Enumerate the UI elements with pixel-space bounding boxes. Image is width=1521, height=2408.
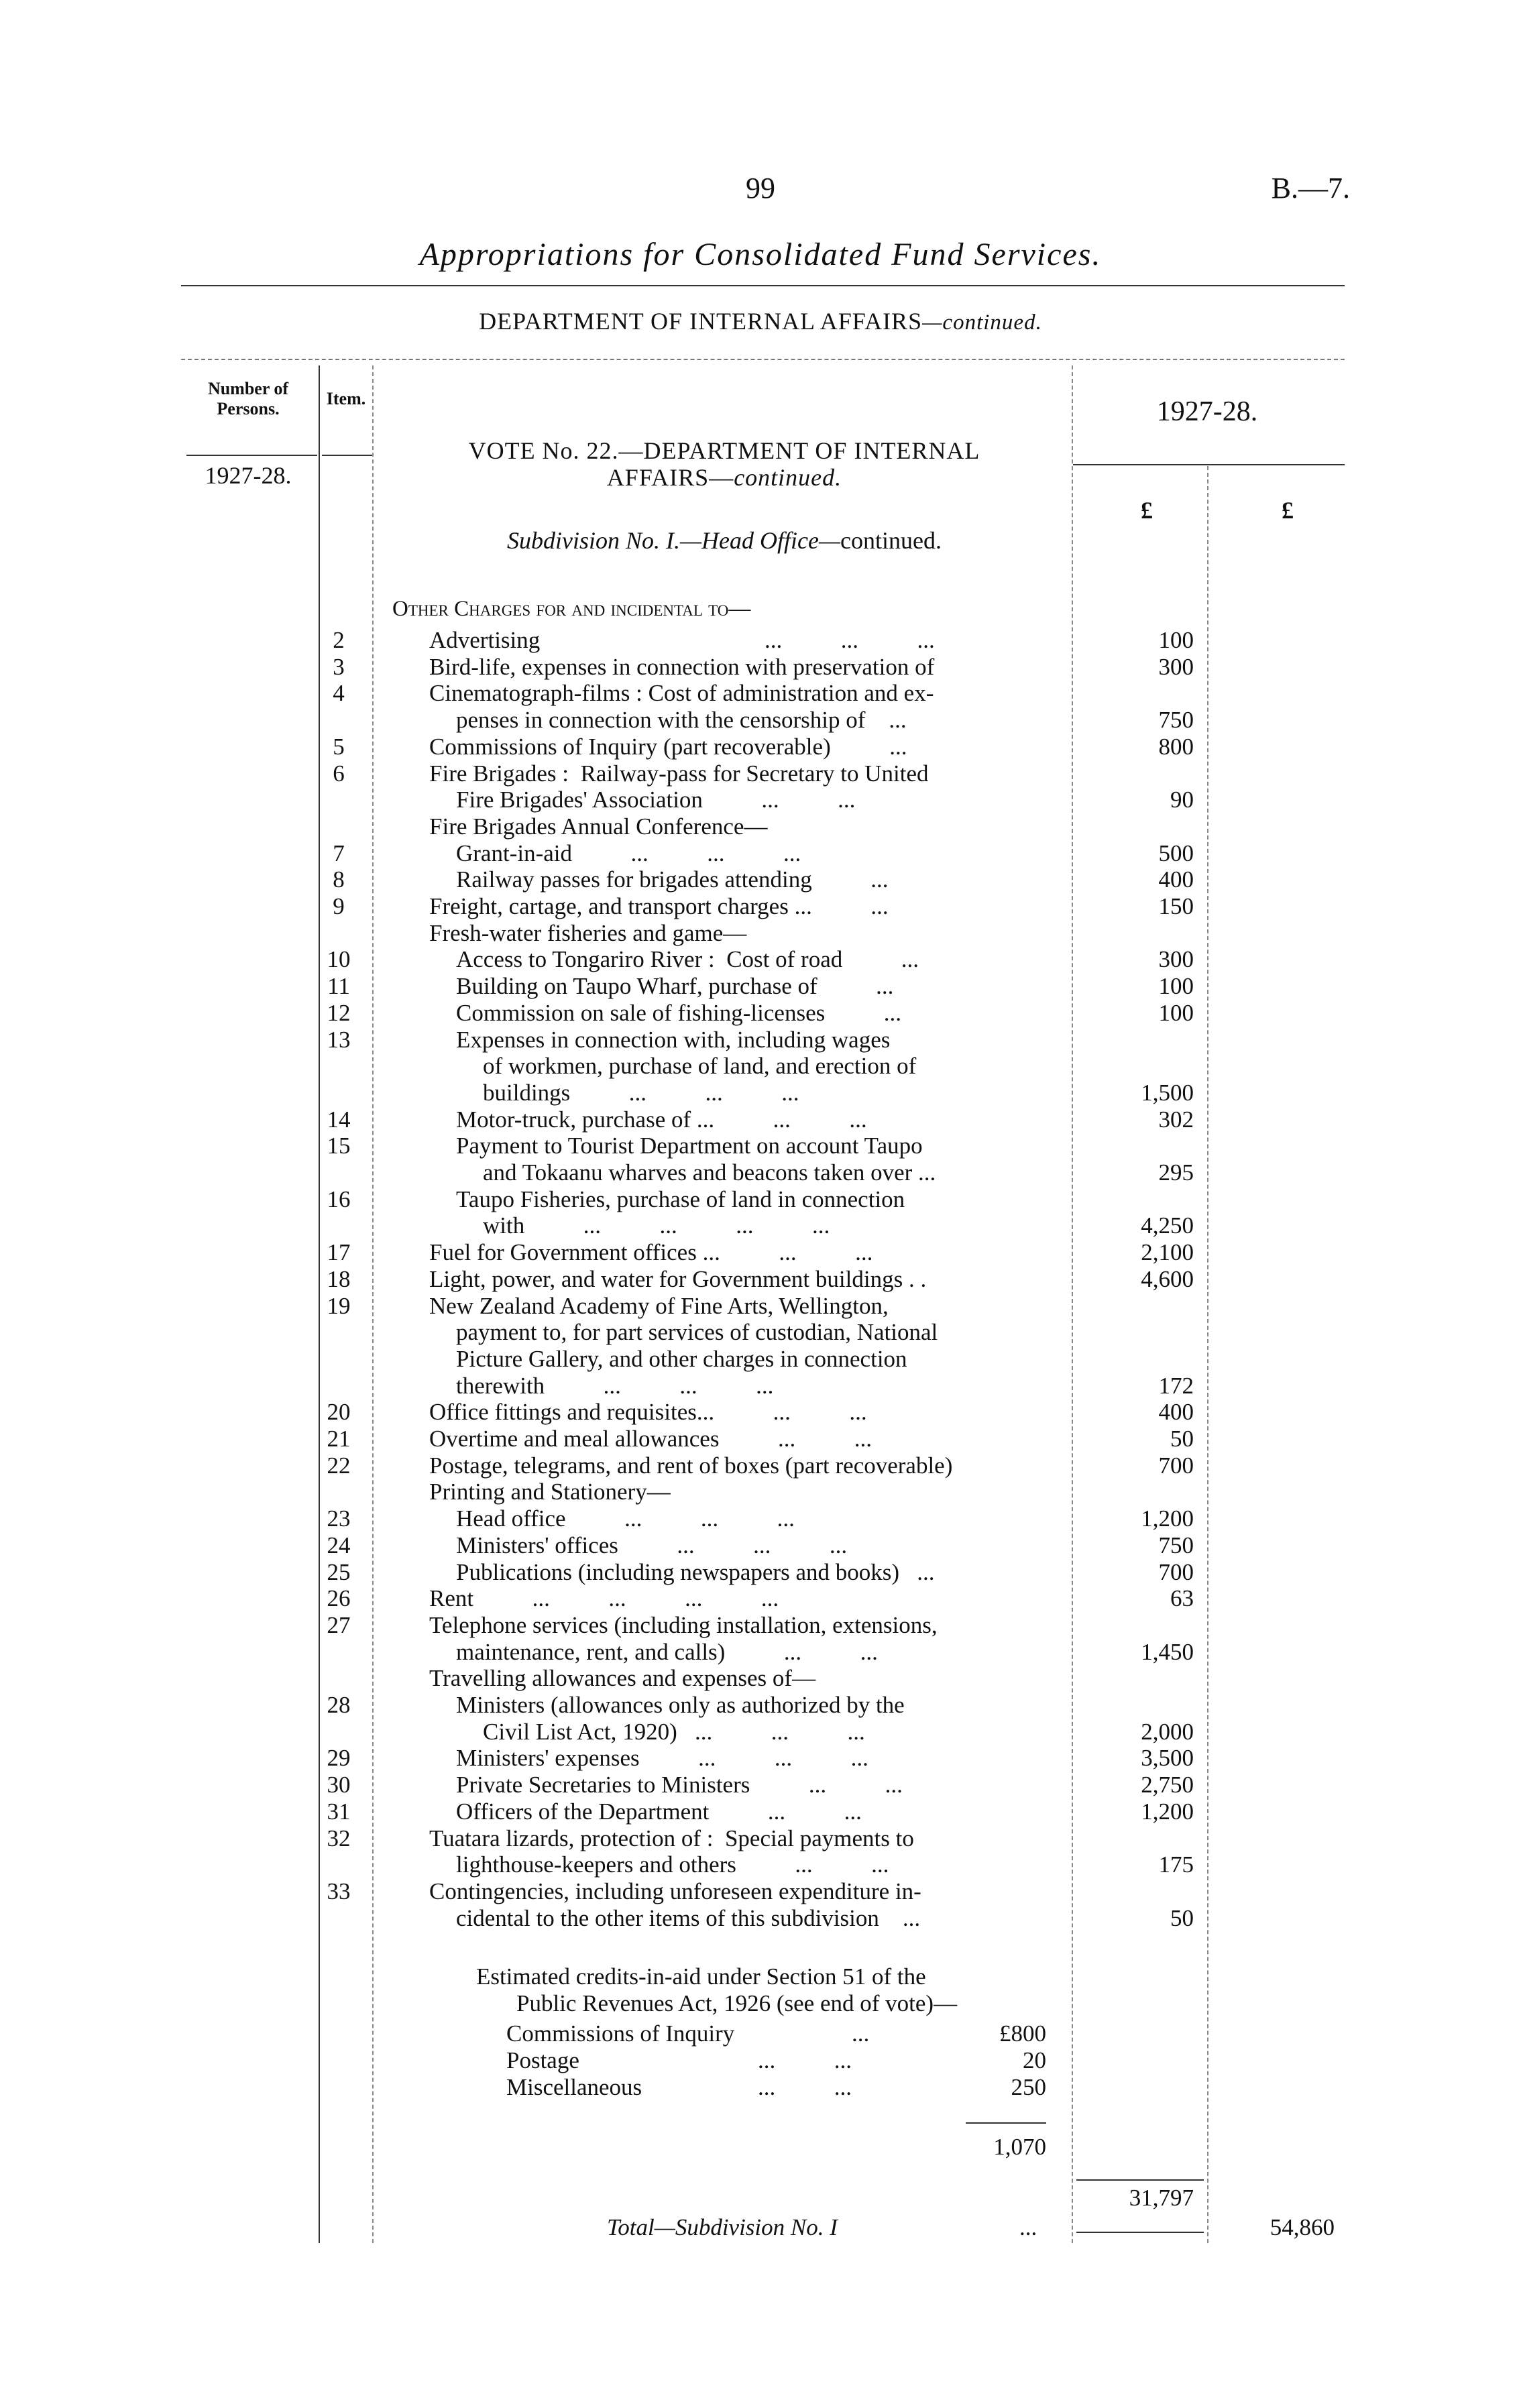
item-description: penses in connection with the censorship of ... (456, 707, 907, 734)
item-description: Commissions of Inquiry (part recoverable) ... (429, 733, 907, 760)
credit-label: Commissions of Inquiry (506, 2020, 735, 2047)
item-amount: 400 (1158, 1399, 1194, 1426)
item-number: 5 (333, 733, 345, 760)
item-description: Contingencies, including unforeseen expenditure in- (429, 1878, 921, 1904)
item-description: Cinematograph-films : Cost of administration and ex- (429, 680, 934, 707)
persons-header-rule (186, 455, 317, 456)
item-amount: 700 (1158, 1558, 1194, 1585)
column-total-rule (1076, 2179, 1204, 2181)
item-amount: 2,000 (1141, 1718, 1194, 1745)
item-header-rule (322, 455, 372, 456)
table-row (0, 1851, 1521, 1878)
credit-row (0, 2020, 1521, 2047)
item-description: Freight, cartage, and transport charges ... ... (429, 893, 889, 919)
item-description: Taupo Fisheries, purchase of land in connection (456, 1186, 905, 1212)
table-top-rule (181, 359, 1345, 360)
credit-leader-dots: ... ... (758, 2047, 852, 2073)
item-description: Ministers' expenses ... ... ... (456, 1745, 868, 1772)
item-description: Fire Brigades : Railway-pass for Secretary to United (429, 760, 929, 787)
item-number: 28 (327, 1692, 351, 1718)
item-description: Railway passes for brigades attending ... (456, 866, 889, 893)
subdivision-total-label: Total—Subdivision No. I (607, 2214, 838, 2240)
item-amount: 302 (1158, 1106, 1194, 1133)
item-number: 16 (327, 1186, 351, 1212)
item-amount: 150 (1158, 893, 1194, 919)
item-amount: 100 (1158, 627, 1194, 653)
item-amount: 1,500 (1141, 1079, 1194, 1106)
table-row (0, 760, 1521, 787)
item-number: 26 (327, 1585, 351, 1612)
credit-value: 250 (1011, 2074, 1046, 2100)
table-row (0, 1293, 1521, 1320)
vote-title-continued: continued. (734, 464, 842, 491)
item-amount: 750 (1158, 1532, 1194, 1558)
table-row (0, 1692, 1521, 1719)
item-number: 32 (327, 1825, 351, 1851)
item-amount: 400 (1158, 866, 1194, 893)
leader-dots: ... ... ... (765, 627, 935, 653)
department-continued: —continued. (922, 310, 1042, 335)
item-number: 25 (327, 1558, 351, 1585)
item-number: 8 (333, 866, 345, 893)
item-number: 20 (327, 1399, 351, 1426)
item-amount: 175 (1158, 1851, 1194, 1878)
table-row (0, 973, 1521, 1000)
credit-label: Miscellaneous (506, 2074, 642, 2100)
item-description: Building on Taupo Wharf, purchase of ... (456, 973, 894, 1000)
table-row (0, 1505, 1521, 1532)
item-number: 10 (327, 946, 351, 973)
item-amount: 4,600 (1141, 1265, 1194, 1292)
item-amount: 1,200 (1141, 1798, 1194, 1825)
table-row (0, 1027, 1521, 1053)
item-number: 7 (333, 840, 345, 866)
table-row (0, 787, 1521, 813)
item-amount: 500 (1158, 840, 1194, 866)
table-row (0, 1532, 1521, 1559)
table-row (0, 1719, 1521, 1745)
item-description: Fuel for Government offices ... ... ... (429, 1239, 873, 1266)
item-amount: 100 (1158, 999, 1194, 1026)
item-description: Fire Brigades' Association ... ... (456, 787, 856, 813)
vote-title (389, 437, 1060, 491)
table-row (0, 1825, 1521, 1852)
item-description: Ministers' offices ... ... ... (456, 1532, 848, 1558)
table-row (0, 1745, 1521, 1772)
table-row (0, 1159, 1521, 1186)
table-row (0, 1053, 1521, 1080)
item-amount: 700 (1158, 1452, 1194, 1479)
item-description: Office fittings and requisites... ... ... (429, 1399, 867, 1426)
page-number: 99 (746, 172, 775, 205)
subdivision-title: Subdivision No. I.—Head Office— (507, 527, 840, 554)
item-amount: 100 (1158, 973, 1194, 1000)
table-row (0, 1399, 1521, 1426)
item-amount: 300 (1158, 653, 1194, 680)
item-amount: 2,750 (1141, 1772, 1194, 1798)
table-row (0, 1239, 1521, 1266)
credits-heading (476, 1963, 957, 2017)
item-number: 31 (327, 1798, 351, 1825)
item-description: Expenses in connection with, including wages (456, 1026, 891, 1053)
credit-value: £800 (999, 2020, 1046, 2047)
item-description: Printing and Stationery— (429, 1479, 671, 1505)
item-amount: 90 (1170, 787, 1194, 813)
table-row (0, 1373, 1521, 1399)
credits-heading-line1: Estimated credits-in-aid under Section 51 of the (476, 1963, 926, 1990)
table-row (0, 1133, 1521, 1159)
item-description: Picture Gallery, and other charges in connection (456, 1345, 907, 1372)
item-description: cidental to the other items of this subdivision ... (456, 1904, 921, 1931)
item-description: therewith ... ... ... (456, 1372, 774, 1399)
item-amount: 300 (1158, 946, 1194, 973)
running-title: Appropriations for Consolidated Fund Services. (419, 237, 1102, 272)
table-row (0, 946, 1521, 973)
item-number: 33 (327, 1878, 351, 1904)
item-number: 13 (327, 1026, 351, 1053)
column-total-underline (1076, 2232, 1204, 2233)
vote-title-affairs: AFFAIRS— (606, 464, 734, 491)
item-description: Commission on sale of fishing-licenses ... (456, 999, 901, 1026)
title-rule (181, 285, 1345, 286)
table-row (0, 1319, 1521, 1346)
item-amount: 172 (1158, 1372, 1194, 1399)
item-number: 3 (333, 653, 345, 680)
item-amount: 1,450 (1141, 1638, 1194, 1665)
credits-total: 1,070 (993, 2134, 1046, 2160)
table-row (0, 1346, 1521, 1373)
item-amount: 1,200 (1141, 1505, 1194, 1532)
item-amount: 750 (1158, 707, 1194, 734)
persons-column-header: Number of Persons. (207, 379, 289, 418)
item-number: 12 (327, 999, 351, 1026)
table-row (0, 1878, 1521, 1905)
table-row (0, 707, 1521, 734)
item-number: 30 (327, 1772, 351, 1798)
item-description: with ... ... ... ... (483, 1212, 830, 1239)
grand-total: 54,860 (1270, 2214, 1335, 2240)
item-description: Telephone services (including installation, extensions, (429, 1611, 938, 1638)
section-heading: Other Charges for and incidental to— (392, 597, 751, 621)
item-description: payment to, for part services of custodian, National (456, 1319, 938, 1346)
item-number: 23 (327, 1505, 351, 1532)
credits-heading-line2: Public Revenues Act, 1926 (see end of vote)— (516, 1990, 958, 2016)
table-row (0, 1479, 1521, 1505)
table-row (0, 1212, 1521, 1239)
table-row (0, 1585, 1521, 1612)
pound-sign-1: £ (1141, 497, 1153, 524)
item-number: 15 (327, 1133, 351, 1159)
item-number: 11 (327, 973, 350, 1000)
item-description: lighthouse-keepers and others ... ... (456, 1851, 889, 1878)
table-row (0, 1426, 1521, 1452)
item-description: Travelling allowances and expenses of— (429, 1665, 816, 1692)
subdivision-total-dots: ... (1019, 2214, 1037, 2240)
subdivision-continued: continued. (840, 527, 942, 554)
document-reference: B.—7. (1271, 172, 1350, 205)
item-number: 21 (327, 1426, 351, 1452)
table-row (0, 1452, 1521, 1479)
persons-year: 1927-28. (205, 462, 292, 489)
table-row (0, 1798, 1521, 1825)
table-row (0, 1772, 1521, 1798)
item-description: Light, power, and water for Government buildings . . (429, 1265, 927, 1292)
item-description: Head office ... ... ... (456, 1505, 795, 1532)
credit-label: Postage (506, 2047, 579, 2073)
table-row (0, 1639, 1521, 1666)
vote-title-line1: VOTE No. 22.—DEPARTMENT OF INTERNAL (468, 437, 980, 464)
table-row (0, 1266, 1521, 1293)
pound-sign-2: £ (1282, 497, 1294, 524)
item-description: Motor-truck, purchase of ... ... ... (456, 1106, 867, 1133)
credits-total-rule (966, 2122, 1046, 2124)
item-description: Grant-in-aid ... ... ... (456, 840, 801, 866)
item-description: Officers of the Department ... ... (456, 1798, 862, 1825)
table-row (0, 1612, 1521, 1639)
item-number: 24 (327, 1532, 351, 1558)
item-description: Overtime and meal allowances ... ... (429, 1426, 872, 1452)
item-number: 2 (333, 627, 345, 653)
item-number: 14 (327, 1106, 351, 1133)
item-number: 22 (327, 1452, 351, 1479)
item-description: Ministers (allowances only as authorized by the (456, 1692, 905, 1718)
table-row (0, 654, 1521, 681)
item-number: 18 (327, 1265, 351, 1292)
item-description: and Tokaanu wharves and beacons taken over ... (483, 1159, 936, 1186)
item-description: maintenance, rent, and calls) ... ... (456, 1638, 878, 1665)
item-description: Postage, telegrams, and rent of boxes (part recoverable) (429, 1452, 953, 1479)
table-row (0, 1665, 1521, 1692)
item-amount: 50 (1170, 1904, 1194, 1931)
item-description: Rent ... ... ... ... (429, 1585, 779, 1612)
item-number: 27 (327, 1611, 351, 1638)
table-row (0, 1080, 1521, 1106)
credit-row (0, 2074, 1521, 2101)
item-number: 6 (333, 760, 345, 787)
department-name: DEPARTMENT OF INTERNAL AFFAIRS (479, 308, 923, 335)
credit-leader-dots: ... ... (758, 2074, 852, 2100)
item-description: buildings ... ... ... (483, 1079, 799, 1106)
item-amount: 50 (1170, 1426, 1194, 1452)
table-row (0, 866, 1521, 893)
table-row (0, 734, 1521, 760)
item-description: Private Secretaries to Ministers ... ... (456, 1772, 903, 1798)
item-description: New Zealand Academy of Fine Arts, Wellington, (429, 1292, 889, 1319)
table-row (0, 1559, 1521, 1586)
credit-leader-dots: ... (852, 2020, 870, 2047)
table-row (0, 680, 1521, 707)
item-number: 19 (327, 1292, 351, 1319)
item-description: Civil List Act, 1920) ... ... ... (483, 1718, 865, 1745)
item-description: Fire Brigades Annual Conference— (429, 813, 768, 840)
item-description: Access to Tongariro River : Cost of road ... (456, 946, 919, 973)
item-description: Tuatara lizards, protection of : Special payments to (429, 1825, 914, 1851)
table-row (0, 920, 1521, 947)
item-description: Fresh-water fisheries and game— (429, 919, 747, 946)
item-number: 9 (333, 893, 345, 919)
item-amount: 63 (1170, 1585, 1194, 1612)
item-number: 29 (327, 1745, 351, 1772)
item-description: Payment to Tourist Department on account Taupo (456, 1133, 923, 1159)
item-amount: 4,250 (1141, 1212, 1194, 1239)
department-title (0, 307, 1521, 335)
table-row (0, 840, 1521, 867)
table-row (0, 1186, 1521, 1213)
credit-value: 20 (1023, 2047, 1046, 2073)
table-row (0, 1000, 1521, 1027)
column-total: 31,797 (1129, 2185, 1194, 2211)
item-column-header: Item. (326, 389, 366, 408)
item-amount: 800 (1158, 733, 1194, 760)
subdivision-heading (389, 526, 1060, 555)
item-description: of workmen, purchase of land, and erection of (483, 1053, 917, 1080)
vote-title-line2 (389, 464, 1060, 491)
table-row (0, 1905, 1521, 1932)
item-description: Advertising (429, 627, 541, 653)
year-header-rule (1073, 464, 1345, 465)
item-number: 17 (327, 1239, 351, 1266)
credit-row (0, 2047, 1521, 2074)
table-row (0, 893, 1521, 920)
item-description: Bird-life, expenses in connection with preservation of (429, 653, 935, 680)
item-amount: 2,100 (1141, 1239, 1194, 1266)
table-row (0, 1106, 1521, 1133)
table-row (0, 813, 1521, 840)
item-description: Publications (including newspapers and books) ... (456, 1558, 935, 1585)
item-number: 4 (333, 680, 345, 707)
year-header: 1927-28. (1156, 396, 1258, 427)
item-amount: 3,500 (1141, 1745, 1194, 1772)
table-row (0, 627, 1521, 654)
item-amount: 295 (1158, 1159, 1194, 1186)
